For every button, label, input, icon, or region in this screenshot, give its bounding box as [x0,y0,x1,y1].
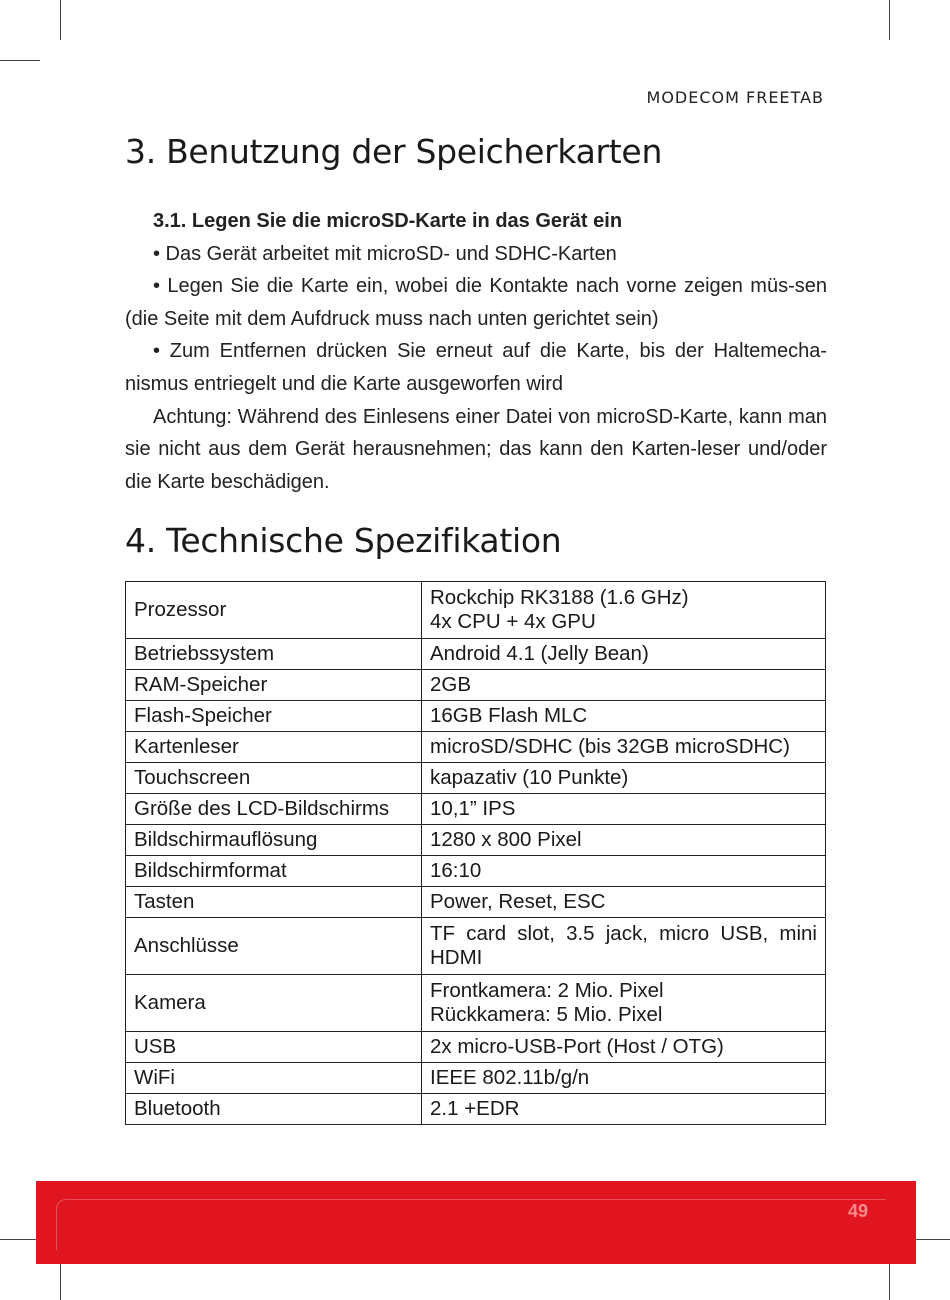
spec-value [422,975,826,1032]
spec-key: Bildschirmformat [126,856,422,887]
footer-bar-inner-frame [56,1199,886,1250]
spec-key: Betriebssystem [126,639,422,670]
spec-value: IEEE 802.11b/g/n [422,1063,826,1094]
crop-mark [60,1260,61,1300]
spec-key: Touchscreen [126,763,422,794]
spec-value-line: 4x CPU + 4x GPU [430,610,596,633]
table-row [126,1094,826,1125]
crop-mark [0,60,40,61]
spec-value: 2GB [422,670,826,701]
note-paragraph: Achtung: Während des Einlesens einer Datei von microSD-Karte, kann man sie nicht aus dem Gerät herausnehmen; das kann den Karten-leser und/oder die Karte beschädigen. [125,405,827,493]
header-brand: MODECOM FREETAB [646,88,824,107]
spec-value-line: Rockchip RK3188 (1.6 GHz) [430,586,689,609]
spec-value: 1280 x 800 Pixel [422,825,826,856]
crop-mark [910,1239,950,1240]
crop-mark [0,1239,40,1240]
bullet-item: • Zum Entfernen drücken Sie erneut auf die Karte, bis der Haltemecha-nismus entriegelt und die Karte ausgeworfen wird [125,340,827,395]
table-row [126,794,826,825]
spec-key: Bildschirmauflösung [126,825,422,856]
spec-value: 16:10 [422,856,826,887]
table-row [126,639,826,670]
spec-key: Kamera [126,975,422,1032]
table-row [126,701,826,732]
spec-value: 2x micro-USB-Port (Host / OTG) [422,1032,826,1063]
spec-value: 10,1” IPS [422,794,826,825]
table-row [126,670,826,701]
table-row [126,732,826,763]
spec-value: Android 4.1 (Jelly Bean) [422,639,826,670]
crop-mark [889,0,890,40]
spec-table [125,581,826,1125]
table-row [126,763,826,794]
subsection-title: 3.1. Legen Sie die microSD-Karte in das Gerät ein [153,210,623,232]
spec-key: Flash-Speicher [126,701,422,732]
table-row [126,856,826,887]
table-row [126,582,826,639]
spec-key: Kartenleser [126,732,422,763]
table-row [126,1032,826,1063]
spec-key: Größe des LCD-Bildschirms [126,794,422,825]
spec-value: TF card slot, 3.5 jack, micro USB, mini HDMI [422,918,826,975]
spec-value: 16GB Flash MLC [422,701,826,732]
spec-value: Power, Reset, ESC [422,887,826,918]
spec-key: USB [126,1032,422,1063]
spec-key: Bluetooth [126,1094,422,1125]
table-row [126,825,826,856]
spec-value: kapazativ (10 Punkte) [422,763,826,794]
spec-value [422,582,826,639]
crop-mark [889,1260,890,1300]
spec-value: microSD/SDHC (bis 32GB microSDHC) [422,732,826,763]
footer-bar [36,1181,916,1264]
spec-value: 2.1 +EDR [422,1094,826,1125]
spec-key: RAM-Speicher [126,670,422,701]
spec-key: Anschlüsse [126,918,422,975]
section-3-body [125,205,827,498]
spec-key: Prozessor [126,582,422,639]
bullet-item: • Das Gerät arbeitet mit microSD- und SDHC-Karten [153,242,617,265]
table-row [126,918,826,975]
section-3-title: 3. Benutzung der Speicherkarten [125,132,663,171]
bullet-item: • Legen Sie die Karte ein, wobei die Kontakte nach vorne zeigen müs-sen (die Seite mit dem Aufdruck muss nach unten gerichtet sein) [125,275,827,330]
table-row [126,1063,826,1094]
page-number: 49 [847,1201,868,1221]
spec-key: Tasten [126,887,422,918]
table-row [126,887,826,918]
spec-key: WiFi [126,1063,422,1094]
section-4-title: 4. Technische Spezifikation [125,521,562,560]
crop-mark [60,0,61,40]
spec-value-line: Frontkamera: 2 Mio. Pixel [430,979,664,1002]
spec-value-line: Rückkamera: 5 Mio. Pixel [430,1003,663,1026]
table-row [126,975,826,1032]
